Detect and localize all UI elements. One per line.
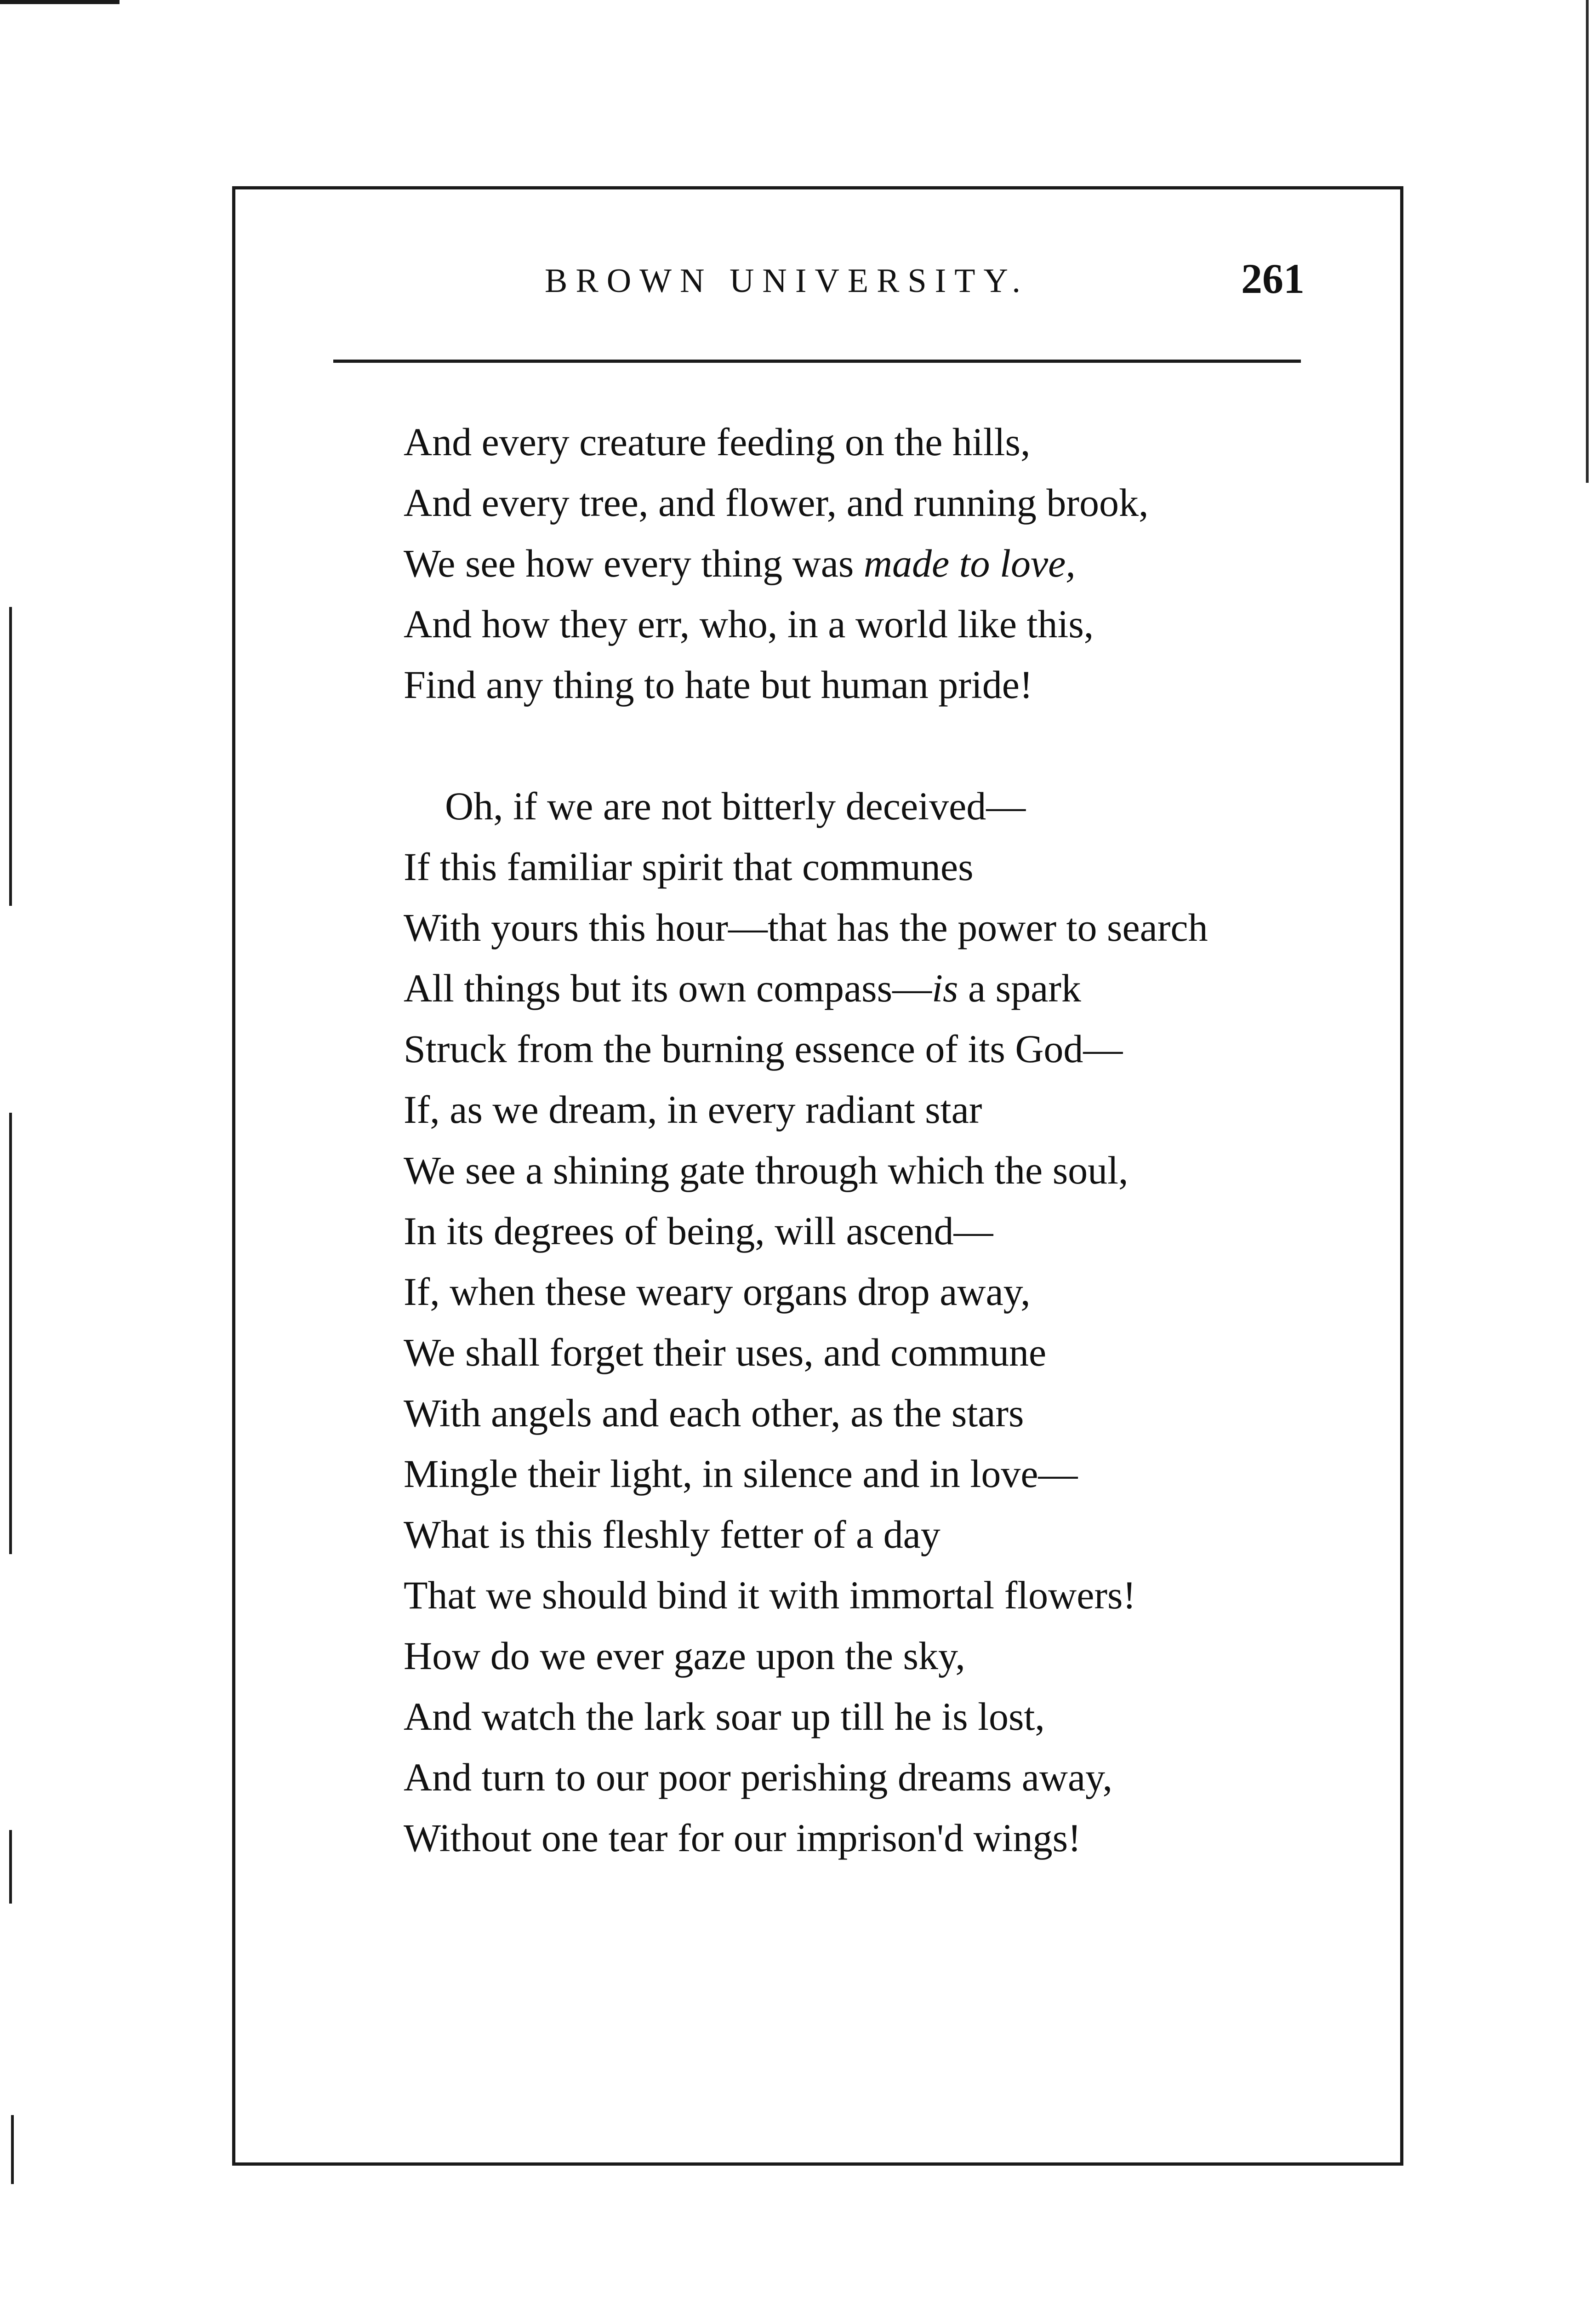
left-margin-bracket-3 [9,1830,12,1904]
poem-line: We see a shining gate through which the soul, [404,1148,1129,1192]
poem-line: Find any thing to hate but human pride! [404,663,1033,707]
poem-line: In its degrees of being, will ascend— [404,1209,993,1253]
poem-line [404,533,1323,594]
poem-line: And every creature feeding on the hills, [404,420,1031,464]
poem-body [404,412,1323,1868]
right-page-edge [1586,0,1589,483]
poem-line: That we should bind it with immortal flowers! [404,1573,1136,1617]
poem-line: We shall forget their uses, and commune [404,1330,1047,1374]
left-margin-bracket-2 [9,1113,12,1554]
poem-line [404,958,1323,1018]
poem-line: With angels and each other, as the stars [404,1391,1024,1435]
italic-phrase: made to love, [863,541,1076,585]
running-head: BROWN UNIVERSITY. [545,262,1029,300]
italic-word: is [932,966,958,1010]
page-number: 261 [1241,255,1305,302]
poem-line: And turn to our poor perishing dreams away, [404,1755,1113,1799]
page-edge-mark [0,0,120,4]
poem-line: And watch the lark soar up till he is lost, [404,1694,1045,1739]
poem-line-text: We see how every thing was [404,541,854,585]
poem-line: Without one tear for our imprison'd wings! [404,1816,1081,1860]
poem-line: If, when these weary organs drop away, [404,1270,1031,1314]
poem-line-text: a spark [958,966,1081,1010]
stanza-break [404,715,1323,776]
poem-line: If, as we dream, in every radiant star [404,1087,982,1132]
poem-line: And how they err, who, in a world like this, [404,602,1094,646]
poem-line: With yours this hour—that has the power to search [404,905,1208,949]
poem-line: Struck from the burning essence of its God— [404,1027,1123,1071]
left-margin-bracket-1 [9,607,12,906]
poem-line: Oh, if we are not bitterly deceived— [445,784,1026,828]
poem-line: Mingle their light, in silence and in love— [404,1452,1078,1496]
poem-line-text: All things but its own compass— [404,966,932,1010]
poem-line: If this familiar spirit that communes [404,845,974,889]
header-rule [333,360,1301,363]
poem-line: How do we ever gaze upon the sky, [404,1634,965,1678]
poem-line: What is this fleshly fetter of a day [404,1512,940,1556]
left-margin-bracket-4 [11,2115,14,2184]
poem-line: And every tree, and flower, and running brook, [404,480,1149,525]
